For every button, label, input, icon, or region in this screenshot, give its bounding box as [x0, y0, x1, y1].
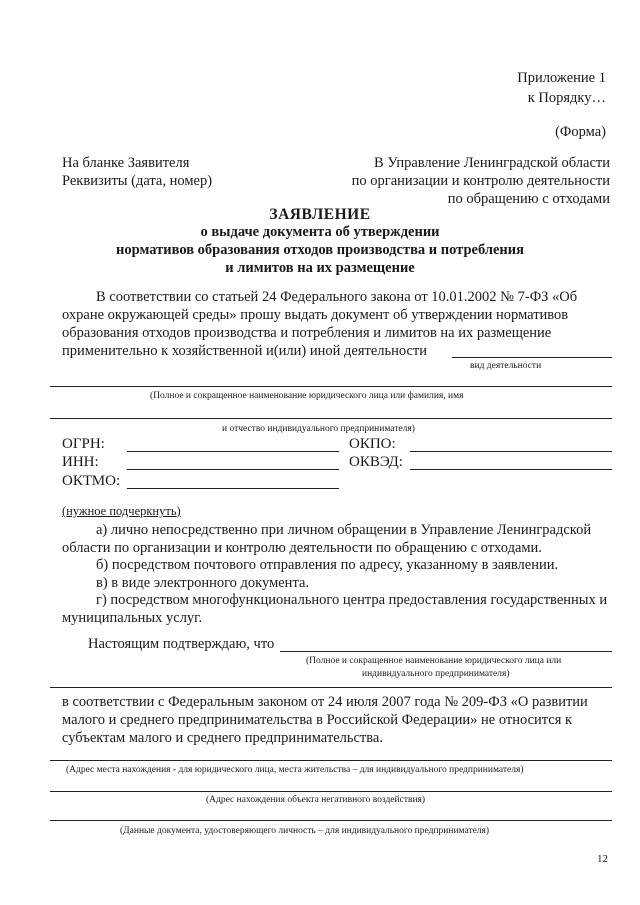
para1-line4: применительно к хозяйственной и(или) иной деятельности — [62, 343, 428, 359]
name-caption-2: и отчество индивидуального предпринимателя) — [222, 424, 415, 434]
order-label: к Порядку… — [527, 90, 606, 106]
applicant-form-label: На бланке Заявителя — [62, 155, 190, 171]
title-line2: нормативов образования отходов производства и потребления — [116, 242, 524, 258]
identity-document-input-line[interactable] — [50, 820, 612, 821]
okved-input-line[interactable] — [410, 469, 612, 470]
document-title: ЗАЯВЛЕНИЕ — [269, 206, 371, 223]
address-caption: (Адрес места нахождения - для юридического лица, места жительства – для индивидуального предпринимателя) — [66, 765, 524, 775]
okpo-input-line[interactable] — [410, 451, 612, 452]
confirm-text-line1: в соответствии с Федеральным законом от 24 июля 2007 года № 209-ФЗ «О развитии — [62, 694, 588, 710]
activity-caption: вид деятельности — [470, 361, 542, 371]
okved-label: ОКВЭД: — [349, 454, 403, 470]
okpo-label: ОКПО: — [349, 436, 396, 452]
oktmo-input-line[interactable] — [127, 488, 339, 489]
address-input-line[interactable] — [50, 760, 612, 761]
activity-input-line[interactable] — [452, 357, 612, 358]
page-number: 12 — [597, 853, 608, 865]
addressee-line3: по обращению с отходами — [447, 191, 610, 207]
requisites-label: Реквизиты (дата, номер) — [62, 173, 213, 189]
para1-line3: образования отходов производства и потребления и лимитов на их размещение — [62, 325, 552, 341]
confirm-lead: Настоящим подтверждаю, что — [88, 636, 275, 652]
oktmo-label: ОКТМО: — [62, 473, 121, 489]
inn-input-line[interactable] — [127, 469, 339, 470]
addressee-line1: В Управление Ленинградской области — [374, 155, 610, 171]
para1-line1: В соответствии со статьей 24 Федерального закона от 10.01.2002 № 7-ФЗ «Об — [96, 289, 578, 305]
confirm-name-line-1[interactable] — [280, 651, 612, 652]
delivery-option-v: в) в виде электронного документа. — [96, 575, 310, 591]
delivery-option-a-line2: области по организации и контролю деятельности по обращению с отходами. — [62, 540, 542, 556]
ogrn-label: ОГРН: — [62, 436, 105, 452]
identity-document-caption: (Данные документа, удостоверяющего личность – для индивидуального предпринимателя) — [120, 826, 490, 836]
form-label: (Форма) — [555, 124, 606, 140]
inn-label: ИНН: — [62, 454, 99, 470]
confirm-name-line-2[interactable] — [50, 687, 612, 688]
delivery-hint: (нужное подчеркнуть) — [62, 504, 181, 518]
delivery-option-a-line1: а) лично непосредственно при личном обращении в Управление Ленинградской — [96, 522, 592, 538]
ogrn-input-line[interactable] — [127, 451, 339, 452]
appendix-label: Приложение 1 — [517, 70, 606, 86]
confirm-text-line2: малого и среднего предпринимательства в Российской Федерации» не относится к — [62, 712, 573, 728]
delivery-option-g-line1: г) посредством многофункционального центра предоставления государственных и — [96, 592, 608, 608]
confirm-text-line3: субъектам малого и среднего предпринимательства. — [62, 730, 383, 746]
para1-line2: охране окружающей среды» прошу выдать документ об утверждении нормативов — [62, 307, 569, 323]
title-line1: о выдаче документа об утверждении — [200, 224, 440, 240]
addressee-line2: по организации и контролю деятельности — [351, 173, 610, 189]
title-line3: и лимитов на их размещение — [225, 260, 415, 276]
confirm-caption-1: (Полное и сокращенное наименование юридического лица или — [306, 656, 562, 666]
delivery-option-b: б) посредством почтового отправления по адресу, указанному в заявлении. — [96, 557, 559, 573]
name-input-line-1[interactable] — [50, 386, 612, 387]
confirm-caption-2: индивидуального предпринимателя) — [362, 669, 510, 679]
name-input-line-2[interactable] — [50, 418, 612, 419]
name-caption-1: (Полное и сокращенное наименование юридического лица или фамилия, имя — [150, 391, 464, 401]
object-address-caption: (Адрес нахождения объекта негативного воздействия) — [206, 795, 426, 805]
delivery-option-g-line2: муниципальных услуг. — [62, 610, 203, 626]
object-address-input-line[interactable] — [50, 791, 612, 792]
